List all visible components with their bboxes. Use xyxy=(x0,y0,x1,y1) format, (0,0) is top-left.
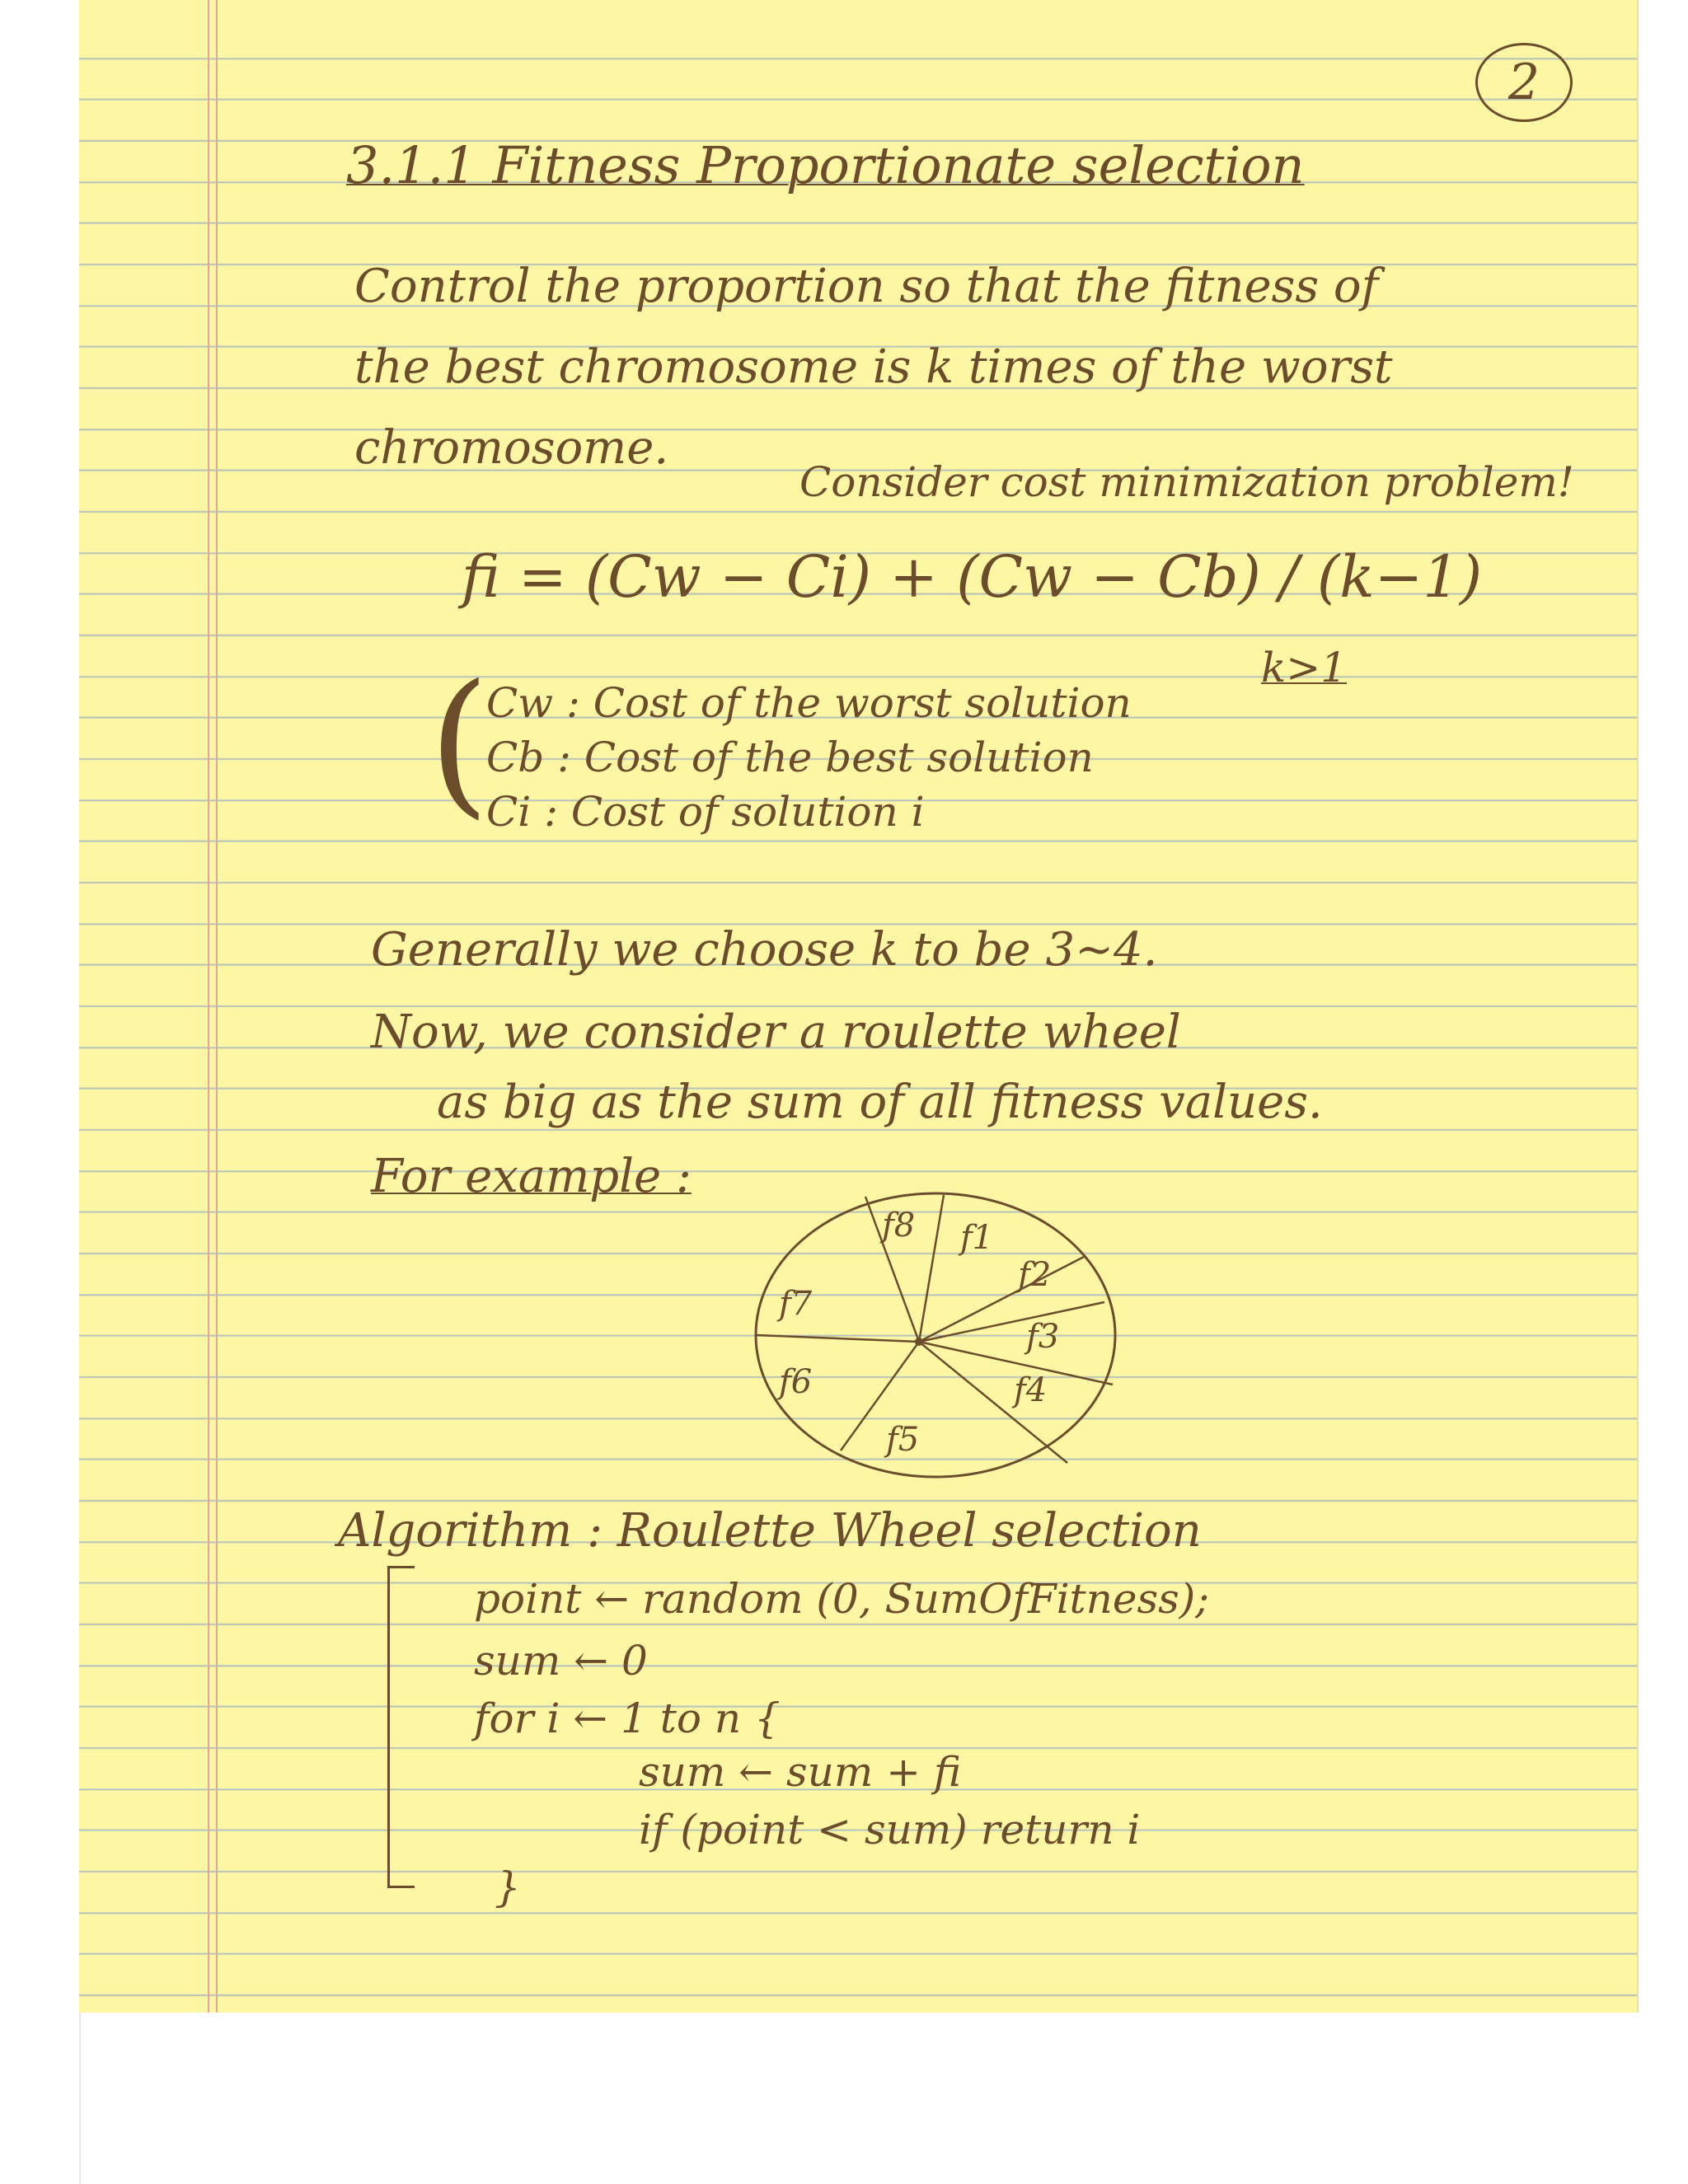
wheel-label-f4: f4 xyxy=(1014,1371,1048,1409)
intro-line-3: chromosome. xyxy=(354,421,669,475)
fitness-formula: fi = (Cw − Ci) + (Cw − Cb) / (k−1) xyxy=(462,543,1483,611)
algorithm-line-3: for i ← 1 to n { xyxy=(474,1694,781,1742)
definition-solution-i: Ci : Cost of solution i xyxy=(486,788,925,836)
margin-line xyxy=(208,0,209,2013)
roulette-line-1: Now, we consider a roulette wheel xyxy=(371,1005,1181,1059)
wheel-label-f3: f3 xyxy=(1026,1318,1060,1356)
wheel-label-f1: f1 xyxy=(960,1219,994,1257)
wheel-center xyxy=(915,1338,923,1346)
wheel-divider xyxy=(919,1302,1104,1342)
wheel-label-f2: f2 xyxy=(1018,1256,1052,1294)
algorithm-line-5: if (point < sum) return i xyxy=(639,1806,1141,1854)
page-bottom-edge xyxy=(79,2013,1639,2184)
margin-line xyxy=(216,0,218,2013)
roulette-wheel xyxy=(742,1179,1129,1492)
intro-line-2: the best chromosome is k times of the worst xyxy=(354,340,1393,394)
algorithm-line-2: sum ← 0 xyxy=(474,1637,648,1685)
cost-minimization-note: Consider cost minimization problem! xyxy=(799,458,1574,506)
example-label: For example : xyxy=(371,1150,692,1203)
roulette-line-2: as big as the sum of all fitness values. xyxy=(437,1076,1323,1129)
generally-k-note: Generally we choose k to be 3~4. xyxy=(371,923,1158,977)
heading: 3.1.1 Fitness Proportionate selection xyxy=(346,135,1305,195)
algorithm-line-4: sum ← sum + fi xyxy=(639,1748,962,1796)
wheel-divider xyxy=(919,1195,944,1342)
algorithm-bracket xyxy=(387,1566,415,1888)
wheel-label-f5: f5 xyxy=(886,1421,920,1459)
wheel-label-f7: f7 xyxy=(779,1285,813,1323)
intro-line-1: Control the proportion so that the fitness of xyxy=(354,260,1379,313)
k-constraint: k>1 xyxy=(1261,644,1348,691)
wheel-label-f8: f8 xyxy=(882,1207,916,1244)
wheel-outline xyxy=(756,1193,1115,1477)
algorithm-title: Algorithm : Roulette Wheel selection xyxy=(338,1504,1202,1558)
page-number: 2 xyxy=(1475,43,1573,122)
definitions-bracket: ( xyxy=(429,651,490,833)
definition-worst: Cw : Cost of the worst solution xyxy=(486,679,1132,727)
wheel-divider xyxy=(757,1335,919,1342)
algorithm-line-1: point ← random (0, SumOfFitness); xyxy=(474,1575,1210,1623)
wheel-label-f6: f6 xyxy=(779,1363,813,1401)
definition-best: Cb : Cost of the best solution xyxy=(486,733,1094,781)
algorithm-line-6: } xyxy=(495,1863,521,1911)
